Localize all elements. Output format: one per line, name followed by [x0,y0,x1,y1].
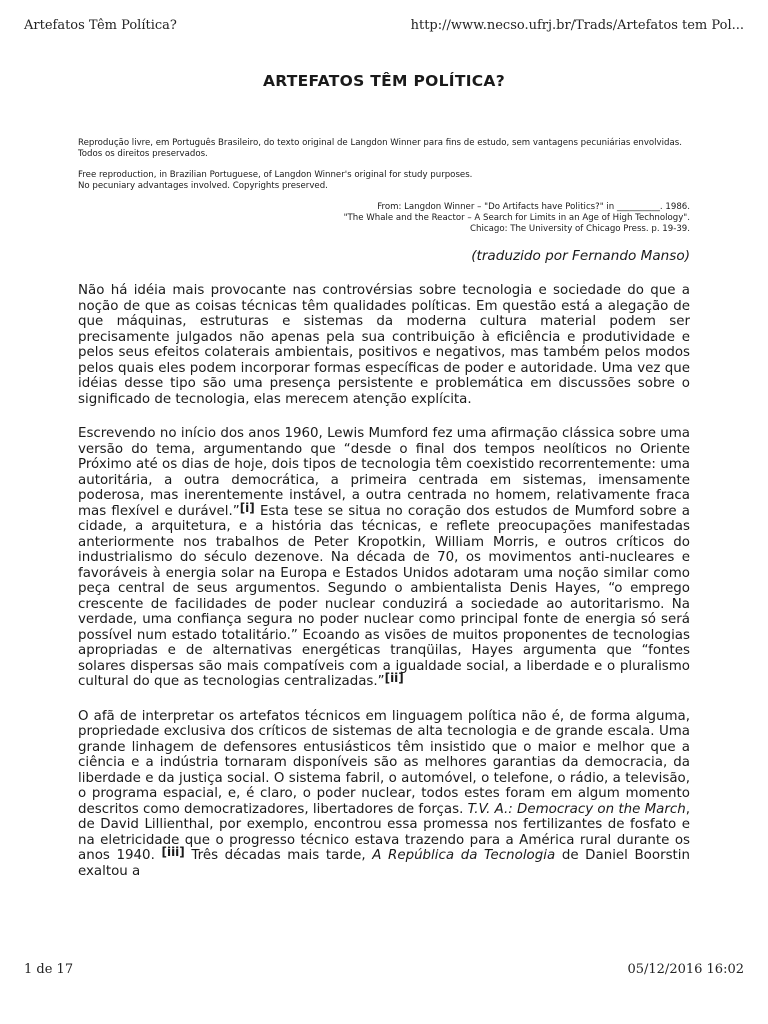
source-line-3: Chicago: The University of Chicago Press. p. 19-39. [470,224,690,234]
source-citation [78,202,690,235]
paragraph-3-text-c: Três décadas mais tarde, [184,848,373,863]
paragraph-3 [78,709,690,880]
reproduction-notice-en-line2: No pecuniary advantages involved. Copyrights preserved. [78,181,328,191]
reproduction-notice-en-line1: Free reproduction, in Brazilian Portuguese, of Langdon Winner's original for study purposes. [78,170,473,180]
paragraph-3-text-a: O afã de interpretar os artefatos técnicos em linguagem política não é, de forma alguma, propriedade exclusiva dos críticos de sistemas de alta tecnologia e de grande escala. Uma grande linhagem de defensores entusiásticos têm insistido que o maior e melhor que a ciência e a indústria tornaram disponíveis são as melhores garantias da democracia, da liberdade e da justiça social. O sistema fabril, o automóvel, o telefone, o rádio, a televisão, o programa espacial, e, é claro, o poder nuclear, todos estes foram em algum momento descritos como democratizadores, libertadores de forças. [78,708,690,817]
print-timestamp: 05/12/2016 16:02 [627,962,744,977]
paragraph-1: Não há idéia mais provocante nas controvérsias sobre tecnologia e sociedade do que a noção de que as coisas técnicas têm qualidades políticas. Em questão está a alegação de que máquinas, estruturas e sistemas da moderna cultura material podem ser precisamente julgados não apenas pela sua contribuição à eficiência e produtividade e pelos seus efeitos colaterais ambientais, positivos e negativos, mas também pelos modos pelos quais eles podem incorporar formas específicas de poder e autoridade. Uma vez que idéias desse tipo são uma presença persistente e problemática em discussões sobre o significado de tecnologia, elas merecem atenção explícita. [78,283,690,407]
page-header-url: http://www.necso.ufrj.br/Trads/Artefatos tem Pol... [410,18,744,33]
book-title-tva: T.V. A.: Democracy on the March [467,801,686,817]
paragraph-2 [78,426,690,690]
reproduction-notice-pt: Reprodução livre, em Português Brasileiro, do texto original de Langdon Winner para fins de estudo, sem vantagens pecuniárias envolvidas. Todos os direitos preservados. [78,138,682,159]
paragraph-3-text-b: , de David Lillienthal, por exemplo, encontrou essa promessa nos fertilizantes de fosfato e na eletricidade que o progresso técnico estava trazendo para a América rural durante os anos 1940. [78,801,690,863]
source-line-1: From: Langdon Winner – "Do Artifacts have Politics?" in __________. 1986. [377,202,690,212]
page-counter: 1 de 17 [24,962,74,977]
document-body [78,72,690,879]
footnote-link-ii[interactable]: [ii] [384,671,404,685]
paragraph-2-text-a: Escrevendo no início dos anos 1960, Lewis Mumford fez uma afirmação clássica sobre uma versão do tema, argumentando que “desde o final dos tempos neolíticos no Oriente Próximo até os dias de hoje, dois tipos de tecnologia têm coexistido recorrentemente: uma autoritária, a outra democrática, a primeira centrada em sistemas, imensamente poderosa, mas inerentemente instável, a outra centrada no homem, relativamente fraca mas flexível e durável.” [78,426,690,519]
paragraph-2-text-b: Esta tese se situa no coração dos estudos de Mumford sobre a cidade, a arquitetura, e a história das técnicas, e reflete preocupações manifestadas anteriormente nos trabalhos de Peter Kropotkin, William Morris, e outros críticos do industrialismo do século dezenove. Na década de 70, os movimentos anti-nucleares e favoráveis à energia solar na Europa e Estados Unidos adotaram uma noção similar como peça central de seus argumentos. Segundo o ambientalista Denis Hayes, “o emprego crescente de facilidades de poder nuclear conduzirá a sociedade ao autoritarismo. Na verdade, uma confiança segura no poder nuclear como principal fonte de energia só será possível num estado totalitário.” Ecoando as visões de muitos proponentes de tecnologias apropriadas e de alternativas energéticas tranqüilas, Hayes argumenta que “fontes solares dispersas são mais compatíveis com a igualdade social, a liberdade e o pluralismo cultural do que as tecnologias centralizadas.” [78,503,690,689]
footnote-link-iii[interactable]: [iii] [161,845,185,859]
reproduction-notice-en [78,170,690,192]
page-header-title: Artefatos Têm Política? [24,18,177,33]
source-line-2: "The Whale and the Reactor – A Search for Limits in an Age of High Technology". [343,213,690,223]
translator-credit: (traduzido por Fernando Manso) [471,248,690,264]
document-title: ARTEFATOS TÊM POLÍTICA? [262,72,506,90]
paragraph-3-text-d: de Daniel Boorstin exaltou a [78,848,691,879]
footnote-link-i[interactable]: [i] [239,500,255,515]
book-title-republica: A República da Tecnologia [372,848,556,863]
